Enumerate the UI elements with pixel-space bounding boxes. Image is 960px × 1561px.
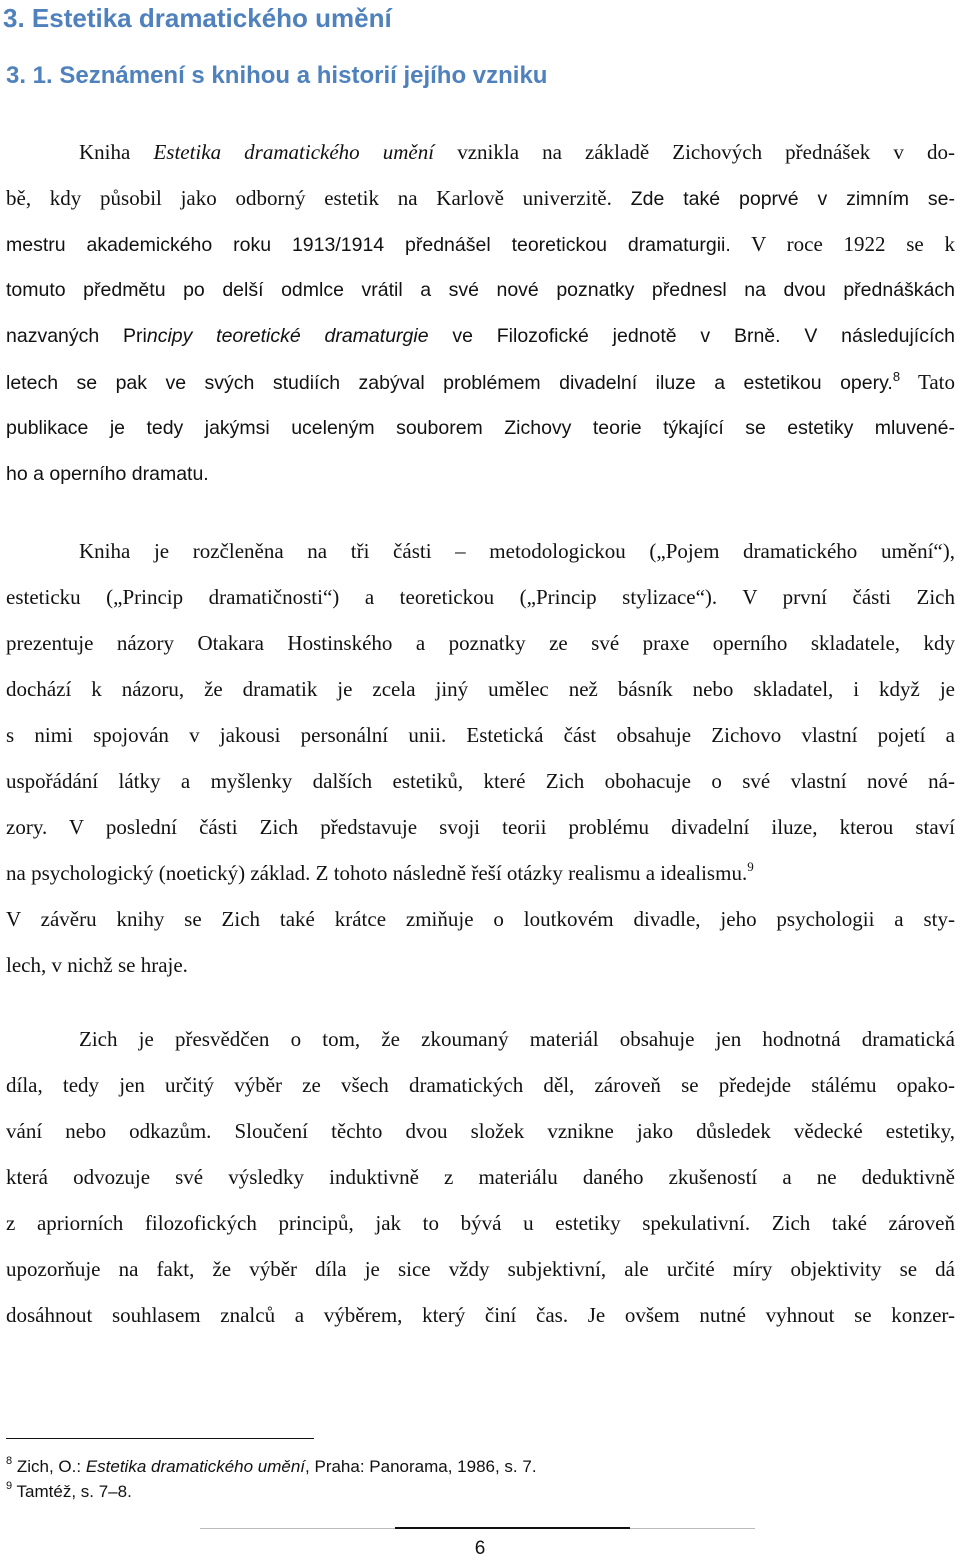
text-line <box>6 175 955 221</box>
text-line: vání nebo odkazům. Sloučení těchto dvou složek vznikne jako důsledek vědecké estetiky, <box>6 1119 955 1143</box>
footnote-9 <box>6 1480 132 1504</box>
text-run: mestru akademického roku 1913/1914 přednášel teoretickou dramaturgii. <box>6 234 731 256</box>
text-line: Zich je přesvědčen o tom, že zkoumaný materiál obsahuje jen hodnotná dramatická <box>79 1027 955 1051</box>
footnote-8 <box>6 1455 537 1479</box>
text-line: publikace je tedy jakýmsi uceleným souborem Zichovy teorie týkající se estetiky mluvené- <box>6 417 955 439</box>
text-run: Zich, O.: <box>12 1457 86 1476</box>
text-run: Zde také poprvé v zimním se- <box>611 188 956 210</box>
section-heading: 3. 1. Seznámení s knihou a historií jejího vzniku <box>6 62 548 89</box>
text-run: V roce 1922 se k <box>730 232 955 256</box>
text-run: Kniha <box>79 140 154 164</box>
text-line: dosáhnout souhlasem znalců a výběrem, který činí čas. Je ovšem nutné vyhnout se konzer- <box>6 1303 955 1327</box>
text-line: Kniha je rozčleněna na tři části – metodologickou („Pojem dramatického umění“), <box>79 539 955 563</box>
text-run: letech se pak ve svých studiích zabýval problémem divadelní iluze a estetikou opery. <box>6 372 893 394</box>
text-run: V následujících <box>780 325 955 347</box>
footnote-ref-9[interactable]: 9 <box>747 859 754 874</box>
text-line: esteticku („Princip dramatičnosti“) a teoretickou („Princip stylizace“). V první části Zich <box>6 585 955 609</box>
text-line: dochází k názoru, že dramatik je zcela jiný umělec než básník nebo skladatel, i když je <box>6 677 955 701</box>
text-run: bě, kdy působil jako odborný estetik na Karlově univerzitě. <box>6 186 612 210</box>
footnote-separator <box>6 1438 314 1439</box>
text-run: na psychologický (noetický) základ. Z tohoto následně řeší otázky realismu a idealismu. <box>6 861 748 885</box>
text-line: z apriorních filozofických principů, jak to bývá u estetiky spekulativní. Zich také zároveň <box>6 1211 955 1235</box>
footnote-number: 8 <box>6 1455 13 1468</box>
text-run: nazvaných Pri <box>6 325 147 347</box>
lecture-title: ncipy teoretické dramaturgie <box>146 325 429 347</box>
text-run: ve Filozofické jednotě v Brně. <box>428 325 781 347</box>
text-run: Tamtéž, s. 7–8. <box>12 1482 132 1501</box>
text-line: tomuto předmětu po delší odmlce vrátil a své nové poznatky přednesl na dvou přednáškách <box>6 279 955 301</box>
text-line: upozorňuje na fakt, že výběr díla je sice vždy subjektivní, ale určité míry objektivity se dá <box>6 1257 955 1281</box>
text-line <box>6 313 955 359</box>
page-number: 6 <box>474 1538 486 1559</box>
text-line: která odvozuje své výsledky induktivně z materiálu daného zkušeností a ne deduktivně <box>6 1165 955 1189</box>
text-line: lech, v nichž se hraje. <box>6 953 188 977</box>
text-line: uspořádání látky a myšlenky dalších estetiků, které Zich obohacuje o své vlastní nové ná- <box>6 769 955 793</box>
text-line <box>6 221 955 267</box>
text-line: ho a operního dramatu. <box>6 463 209 485</box>
footnote-number: 9 <box>6 1480 13 1493</box>
book-title: Estetika dramatického umění <box>153 140 435 164</box>
text-line <box>6 129 955 175</box>
text-line <box>6 850 955 896</box>
text-line: V závěru knihy se Zich také krátce zmiňuje o loutkovém divadle, jeho psychologii a sty- <box>6 907 955 931</box>
paragraph-intro <box>6 129 955 497</box>
text-line: s nimi spojován v jakousi personální unii. Estetická část obsahuje Zichovo vlastní pojetí a <box>6 723 955 747</box>
text-line: díla, tedy jen určitý výběr ze všech dramatických děl, zároveň se předejde stálému opako- <box>6 1073 955 1097</box>
chapter-heading: 3. Estetika dramatického umění <box>3 3 392 33</box>
footer-rule-accent <box>395 1527 630 1529</box>
text-run: vznikla na základě Zichových přednášek v do- <box>434 140 956 164</box>
paragraph-method <box>6 1016 955 1338</box>
text-line: prezentuje názory Otakara Hostinského a poznatky ze své praxe operního skladatele, kdy <box>6 631 955 655</box>
text-line <box>6 359 955 405</box>
footnote-book-title: Estetika dramatického umění <box>85 1457 306 1476</box>
text-line: zory. V poslední části Zich představuje svoji teorii problému divadelní iluze, kterou staví <box>6 815 955 839</box>
paragraph-structure <box>6 528 955 988</box>
footnote-ref-8[interactable]: 8 <box>892 368 901 384</box>
text-run: Tato <box>900 370 956 394</box>
text-run: , Praha: Panorama, 1986, s. 7. <box>305 1457 537 1476</box>
